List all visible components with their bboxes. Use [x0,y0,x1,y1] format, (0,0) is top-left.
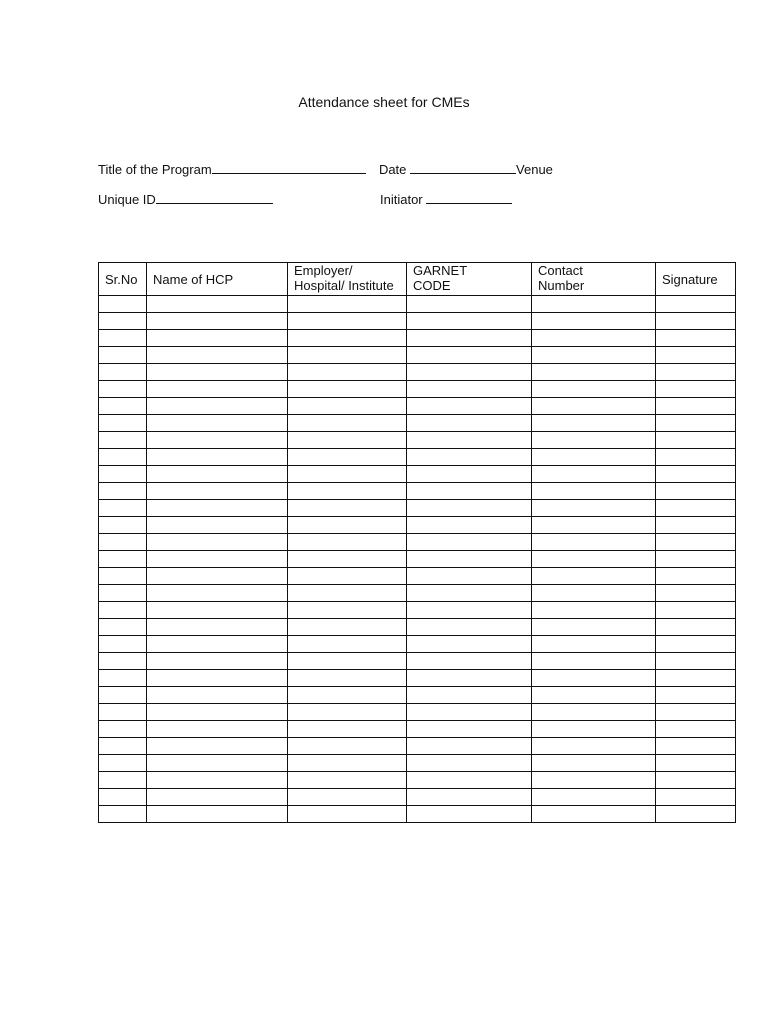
cell-sr-no[interactable] [99,500,147,517]
cell-name-of-hcp[interactable] [147,772,288,789]
cell-employer[interactable] [288,704,407,721]
cell-contact-number[interactable] [532,398,656,415]
cell-name-of-hcp[interactable] [147,398,288,415]
header-name-of-hcp: Name of HCP [147,263,288,296]
cell-contact-number[interactable] [532,432,656,449]
cell-signature[interactable] [656,500,736,517]
header-garnet-code: GARNET CODE [407,263,532,296]
cell-signature[interactable] [656,381,736,398]
cell-contact-number[interactable] [532,806,656,823]
cell-employer[interactable] [288,432,407,449]
cell-employer[interactable] [288,602,407,619]
cell-sr-no[interactable] [99,670,147,687]
cell-signature[interactable] [656,789,736,806]
cell-signature[interactable] [656,738,736,755]
cell-signature[interactable] [656,670,736,687]
cell-contact-number[interactable] [532,755,656,772]
cell-garnet-code[interactable] [407,806,532,823]
table-row [99,347,736,364]
cell-garnet-code[interactable] [407,772,532,789]
cell-garnet-code[interactable] [407,721,532,738]
cell-employer[interactable] [288,653,407,670]
table-row [99,755,736,772]
header-contact-number: Contact Number [532,263,656,296]
cell-sr-no[interactable] [99,619,147,636]
cell-signature[interactable] [656,602,736,619]
cell-signature[interactable] [656,398,736,415]
cell-contact-number[interactable] [532,534,656,551]
cell-name-of-hcp[interactable] [147,568,288,585]
cell-signature[interactable] [656,687,736,704]
cell-name-of-hcp[interactable] [147,636,288,653]
cell-sr-no[interactable] [99,772,147,789]
attendance-table [98,262,736,823]
unique-id-label: Unique ID [98,192,156,207]
cell-employer[interactable] [288,398,407,415]
cell-garnet-code[interactable] [407,687,532,704]
cell-employer[interactable] [288,517,407,534]
cell-contact-number[interactable] [532,738,656,755]
page-title: Attendance sheet for CMEs [298,94,470,110]
cell-employer[interactable] [288,585,407,602]
cell-employer[interactable] [288,772,407,789]
cell-employer[interactable] [288,313,407,330]
table-row [99,636,736,653]
table-row [99,619,736,636]
date-field[interactable] [410,160,516,174]
cell-signature[interactable] [656,534,736,551]
cell-signature[interactable] [656,772,736,789]
cell-contact-number[interactable] [532,364,656,381]
header-sr-no: Sr.No [99,263,147,296]
cell-employer[interactable] [288,534,407,551]
cell-contact-number[interactable] [532,415,656,432]
cell-employer[interactable] [288,619,407,636]
cell-name-of-hcp[interactable] [147,704,288,721]
cell-contact-number[interactable] [532,636,656,653]
cell-signature[interactable] [656,517,736,534]
cell-signature[interactable] [656,755,736,772]
table-row [99,466,736,483]
venue-label: Venue [516,162,553,177]
cell-garnet-code[interactable] [407,636,532,653]
cell-contact-number[interactable] [532,483,656,500]
table-header-row [99,263,736,296]
cell-garnet-code[interactable] [407,466,532,483]
header-employer: Employer/ Hospital/ Institute [288,263,407,296]
cell-employer[interactable] [288,789,407,806]
table-row [99,449,736,466]
cell-garnet-code[interactable] [407,755,532,772]
cell-garnet-code[interactable] [407,517,532,534]
table-row [99,517,736,534]
cell-name-of-hcp[interactable] [147,670,288,687]
cell-garnet-code[interactable] [407,313,532,330]
program-date-venue-row [98,160,553,178]
cell-signature[interactable] [656,364,736,381]
cell-name-of-hcp[interactable] [147,551,288,568]
cell-contact-number[interactable] [532,789,656,806]
cell-sr-no[interactable] [99,721,147,738]
table-row [99,704,736,721]
cell-name-of-hcp[interactable] [147,449,288,466]
header-signature: Signature [656,263,736,296]
cell-name-of-hcp[interactable] [147,483,288,500]
cell-name-of-hcp[interactable] [147,466,288,483]
table-row [99,432,736,449]
cell-garnet-code[interactable] [407,568,532,585]
table-row [99,313,736,330]
cell-sr-no[interactable] [99,296,147,313]
cell-employer[interactable] [288,483,407,500]
cell-contact-number[interactable] [532,772,656,789]
cell-contact-number[interactable] [532,687,656,704]
cell-employer[interactable] [288,551,407,568]
cell-sr-no[interactable] [99,313,147,330]
cell-signature[interactable] [656,483,736,500]
unique-id-row [98,190,273,208]
cell-contact-number[interactable] [532,466,656,483]
cell-signature[interactable] [656,296,736,313]
cell-employer[interactable] [288,364,407,381]
cell-sr-no[interactable] [99,432,147,449]
cell-sr-no[interactable] [99,364,147,381]
cell-name-of-hcp[interactable] [147,789,288,806]
cell-name-of-hcp[interactable] [147,806,288,823]
cell-name-of-hcp[interactable] [147,313,288,330]
table-row [99,500,736,517]
cell-signature[interactable] [656,415,736,432]
cell-garnet-code[interactable] [407,500,532,517]
cell-signature[interactable] [656,568,736,585]
cell-garnet-code[interactable] [407,585,532,602]
cell-sr-no[interactable] [99,653,147,670]
unique-id-field[interactable] [156,190,273,204]
initiator-label: Initiator [380,192,423,207]
cell-sr-no[interactable] [99,534,147,551]
date-label: Date [378,162,407,177]
cell-employer[interactable] [288,466,407,483]
cell-signature[interactable] [656,432,736,449]
cell-employer[interactable] [288,721,407,738]
cell-garnet-code[interactable] [407,449,532,466]
cell-contact-number[interactable] [532,347,656,364]
cell-name-of-hcp[interactable] [147,381,288,398]
cell-employer[interactable] [288,381,407,398]
cell-sr-no[interactable] [99,738,147,755]
table-row [99,534,736,551]
cell-sr-no[interactable] [99,585,147,602]
cell-signature[interactable] [656,636,736,653]
cell-employer[interactable] [288,415,407,432]
cell-signature[interactable] [656,313,736,330]
cell-employer[interactable] [288,687,407,704]
cell-employer[interactable] [288,670,407,687]
cell-sr-no[interactable] [99,636,147,653]
cell-garnet-code[interactable] [407,653,532,670]
cell-sr-no[interactable] [99,466,147,483]
cell-contact-number[interactable] [532,330,656,347]
table-row [99,483,736,500]
cell-contact-number[interactable] [532,602,656,619]
cell-garnet-code[interactable] [407,296,532,313]
cell-sr-no[interactable] [99,755,147,772]
table-row [99,364,736,381]
table-row [99,772,736,789]
cell-garnet-code[interactable] [407,415,532,432]
cell-signature[interactable] [656,653,736,670]
initiator-row [380,190,512,208]
cell-garnet-code[interactable] [407,534,532,551]
cell-employer[interactable] [288,806,407,823]
cell-contact-number[interactable] [532,500,656,517]
cell-name-of-hcp[interactable] [147,534,288,551]
cell-name-of-hcp[interactable] [147,500,288,517]
cell-sr-no[interactable] [99,381,147,398]
cell-garnet-code[interactable] [407,619,532,636]
cell-name-of-hcp[interactable] [147,738,288,755]
cell-signature[interactable] [656,466,736,483]
cell-sr-no[interactable] [99,551,147,568]
cell-name-of-hcp[interactable] [147,296,288,313]
cell-contact-number[interactable] [532,670,656,687]
cell-employer[interactable] [288,636,407,653]
table-row [99,670,736,687]
cell-garnet-code[interactable] [407,704,532,721]
cell-contact-number[interactable] [532,449,656,466]
cell-contact-number[interactable] [532,381,656,398]
table-row [99,381,736,398]
cell-sr-no[interactable] [99,449,147,466]
cell-sr-no[interactable] [99,704,147,721]
cell-employer[interactable] [288,755,407,772]
cell-garnet-code[interactable] [407,551,532,568]
table-row [99,585,736,602]
table-row [99,296,736,313]
cell-name-of-hcp[interactable] [147,432,288,449]
cell-signature[interactable] [656,330,736,347]
cell-employer[interactable] [288,330,407,347]
cell-sr-no[interactable] [99,806,147,823]
cell-contact-number[interactable] [532,296,656,313]
cell-garnet-code[interactable] [407,398,532,415]
cell-contact-number[interactable] [532,313,656,330]
cell-sr-no[interactable] [99,415,147,432]
cell-name-of-hcp[interactable] [147,619,288,636]
cell-contact-number[interactable] [532,551,656,568]
cell-name-of-hcp[interactable] [147,517,288,534]
cell-signature[interactable] [656,806,736,823]
program-label: Title of the Program [98,162,212,177]
cell-garnet-code[interactable] [407,670,532,687]
cell-signature[interactable] [656,704,736,721]
cell-name-of-hcp[interactable] [147,721,288,738]
cell-name-of-hcp[interactable] [147,347,288,364]
cell-contact-number[interactable] [532,585,656,602]
cell-signature[interactable] [656,619,736,636]
cell-sr-no[interactable] [99,517,147,534]
cell-contact-number[interactable] [532,619,656,636]
cell-employer[interactable] [288,568,407,585]
cell-name-of-hcp[interactable] [147,364,288,381]
cell-sr-no[interactable] [99,398,147,415]
table-row [99,551,736,568]
cell-garnet-code[interactable] [407,364,532,381]
table-body [99,296,736,823]
cell-signature[interactable] [656,347,736,364]
cell-sr-no[interactable] [99,483,147,500]
cell-sr-no[interactable] [99,789,147,806]
cell-signature[interactable] [656,585,736,602]
cell-name-of-hcp[interactable] [147,755,288,772]
table-row [99,687,736,704]
cell-employer[interactable] [288,500,407,517]
cell-sr-no[interactable] [99,687,147,704]
cell-garnet-code[interactable] [407,789,532,806]
cell-garnet-code[interactable] [407,347,532,364]
cell-garnet-code[interactable] [407,602,532,619]
initiator-field[interactable] [426,190,512,204]
cell-employer[interactable] [288,449,407,466]
cell-name-of-hcp[interactable] [147,330,288,347]
cell-garnet-code[interactable] [407,381,532,398]
cell-contact-number[interactable] [532,568,656,585]
table-row [99,721,736,738]
table-row [99,806,736,823]
cell-garnet-code[interactable] [407,432,532,449]
cell-garnet-code[interactable] [407,738,532,755]
cell-name-of-hcp[interactable] [147,602,288,619]
cell-signature[interactable] [656,721,736,738]
cell-sr-no[interactable] [99,568,147,585]
cell-garnet-code[interactable] [407,483,532,500]
cell-employer[interactable] [288,296,407,313]
cell-contact-number[interactable] [532,704,656,721]
table-row [99,398,736,415]
cell-sr-no[interactable] [99,347,147,364]
cell-name-of-hcp[interactable] [147,585,288,602]
cell-name-of-hcp[interactable] [147,653,288,670]
cell-employer[interactable] [288,347,407,364]
cell-sr-no[interactable] [99,602,147,619]
table-row [99,602,736,619]
cell-signature[interactable] [656,551,736,568]
program-field[interactable] [212,160,366,174]
cell-contact-number[interactable] [532,653,656,670]
cell-contact-number[interactable] [532,517,656,534]
cell-sr-no[interactable] [99,330,147,347]
table-row [99,738,736,755]
table-row [99,330,736,347]
table-row [99,789,736,806]
table-row [99,568,736,585]
cell-name-of-hcp[interactable] [147,415,288,432]
cell-garnet-code[interactable] [407,330,532,347]
table-row [99,415,736,432]
cell-employer[interactable] [288,738,407,755]
table-row [99,653,736,670]
cell-signature[interactable] [656,449,736,466]
cell-contact-number[interactable] [532,721,656,738]
cell-name-of-hcp[interactable] [147,687,288,704]
